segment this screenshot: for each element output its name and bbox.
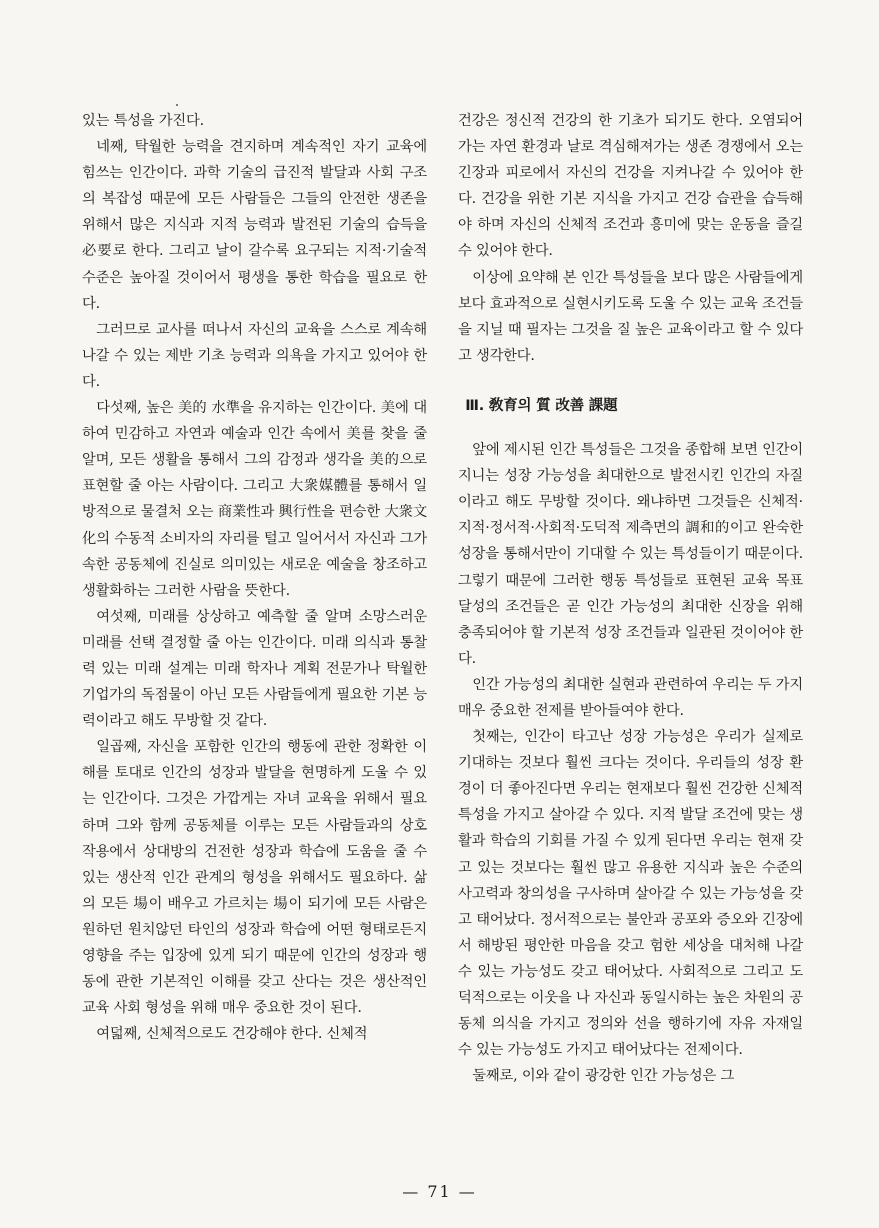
paragraph: 다섯째, 높은 美的 水準을 유지하는 인간이다. 美에 대하여 민감하고 자연과 예술과 인간 속에서 美를 찾을 줄 알며, 모든 생활을 통해서 그의 감정과 생각을 美的으로 표현할 줄 아는 사람이다. 그리고 大衆媒體를 통해서 일방적으로 물결처 오는 商業性과 興行性을 편승한 大衆文化의 수동적 소비자의 자리를 털고 일어서서 자신과 그가 속한 공동체에 진실로 의미있는 새로운 예술을 창조하고 생활화하는 그러한 사람을 뜻한다. xyxy=(82,400,427,599)
page-number: — 71 — xyxy=(402,1182,477,1201)
left-column xyxy=(82,108,427,1047)
paragraph: 여덟째, 신체적으로도 건강해야 한다. 신체적 xyxy=(96,1026,368,1043)
paragraph: 앞에 제시된 인간 특성들은 그것을 종합해 보면 인간이 지니는 성장 가능성을 최대한으로 발전시킨 인간의 자질이라고 해도 무방할 것이다. 왜냐하면 그것들은 신체적·지적·정서적·사회적·도덕적 제측면의 調和的이고 완숙한 성장을 통해서만이 기대할 수 있는 특성들이기 때문이다. 그렇기 때문에 그러한 행동 특성들로 표현된 교육 목표 달성의 조건들은 곧 인간 가능성의 최대한 신장을 위해 충족되어야 할 기본적 성장 조건들과 일관된 것이어야 한다. xyxy=(458,442,803,667)
paragraph: 이상에 요약해 본 인간 특성들을 보다 많은 사람들에게 보다 효과적으로 실현시키도록 도울 수 있는 교육 조건들을 지닐 때 필자는 그것을 질 높은 교육이라고 할 수 있다고 생각한다. xyxy=(458,269,803,364)
paragraph: 일곱째, 자신을 포함한 인간의 행동에 관한 정확한 이해를 토대로 인간의 성장과 발달을 현명하게 도울 수 있는 인간이다. 그것은 가깝게는 자녀 교육을 위해서 필요하며 그와 함께 공동체를 이루는 모든 사람들과의 상호 작용에서 상대방의 건전한 성장과 학습에 도움을 줄 수 있는 생산적 인간 관계의 형성을 위해서도 필요하다. 삶의 모든 場이 배우고 가르치는 場이 되기에 모든 사람은 원하던 원치않던 타인의 성장과 학습에 어떤 형태로든지 영향을 주는 입장에 있게 되기 때문에 인간의 성장과 행동에 관한 기본적인 이해를 갖고 산다는 것은 생산적인 교육 사회 형성을 위해 매우 중요한 것이 된다. xyxy=(82,739,427,1017)
scan-speck xyxy=(176,104,178,106)
paragraph: 인간 가능성의 최대한 실현과 관련하여 우리는 두 가지 매우 중요한 전제를 받아들여야 한다. xyxy=(458,676,803,719)
right-column xyxy=(458,108,803,1089)
paragraph: 건강은 정신적 건강의 한 기초가 되기도 한다. 오염되어가는 자연 환경과 날로 격심해져가는 생존 경쟁에서 오는 긴장과 피로에서 자신의 건강을 지켜나갈 수 있어야 한다. 건강을 위한 기본 지식을 가지고 건강 습관을 습득해야 하며 자신의 신체적 조건과 흥미에 맞는 운동을 즐길 수 있어야 한다. xyxy=(458,113,803,260)
section-heading: Ⅲ. 敎育의 質 改善 課題 xyxy=(465,397,618,414)
paragraph: 그러므로 교사를 떠나서 자신의 교육을 스스로 계속해 나갈 수 있는 제반 기초 능력과 의욕을 가지고 있어야 한다. xyxy=(82,321,427,390)
paragraph: 둘째로, 이와 같이 광강한 인간 가능성은 그 xyxy=(472,1068,735,1085)
paragraph: 여섯째, 미래를 상상하고 예측할 줄 알며 소망스러운 미래를 선택 결정할 줄 아는 인간이다. 미래 의식과 통찰력 있는 미래 설계는 미래 학자나 계획 전문가나 탁월한 기업가의 독점물이 아닌 모든 사람들에게 필요한 기본 능력이라고 해도 무방할 것 같다. xyxy=(82,608,427,730)
paragraph: 네째, 탁월한 능력을 견지하며 계속적인 자기 교육에 힘쓰는 인간이다. 과학 기술의 급진적 발달과 사회 구조의 복잡성 때문에 모든 사람들은 그들의 안전한 생존을 위해서 많은 지식과 지적 능력과 발전된 기술의 습득을 必要로 한다. 그리고 날이 갈수록 요구되는 지적·기술적 수준은 높아질 것이어서 평생을 통한 학습을 필요로 한다. xyxy=(82,139,427,312)
paragraph: 있는 특성을 가진다. xyxy=(82,113,204,129)
paragraph: 첫째는, 인간이 타고난 성장 가능성은 우리가 실제로 기대하는 것보다 훨씬 크다는 것이다. 우리들의 성장 환경이 더 좋아진다면 우리는 현재보다 훨씬 건강한 신체적 특성을 가지고 살아갈 수 있다. 지적 발달 조건에 맞는 생활과 학습의 기회를 가질 수 있게 된다면 우리는 현재 갖고 있는 것보다는 훨씬 많고 유용한 지식과 높은 수준의 사고력과 창의성을 구사하며 살아갈 수 있는 가능성을 갖고 태어났다. 정서적으로는 불안과 공포와 증오와 긴장에서 해방된 평안한 마음을 갖고 험한 세상을 대처해 나갈 수 있는 가능성도 갖고 태어났다. 사회적으로 그리고 도덕적으로는 이웃을 나 자신과 동일시하는 높은 차원의 공동체 의식을 가지고 정의와 선을 행하기에 자유 자재일 수 있는 가능성도 가지고 태어났다는 전제이다. xyxy=(458,729,803,1059)
